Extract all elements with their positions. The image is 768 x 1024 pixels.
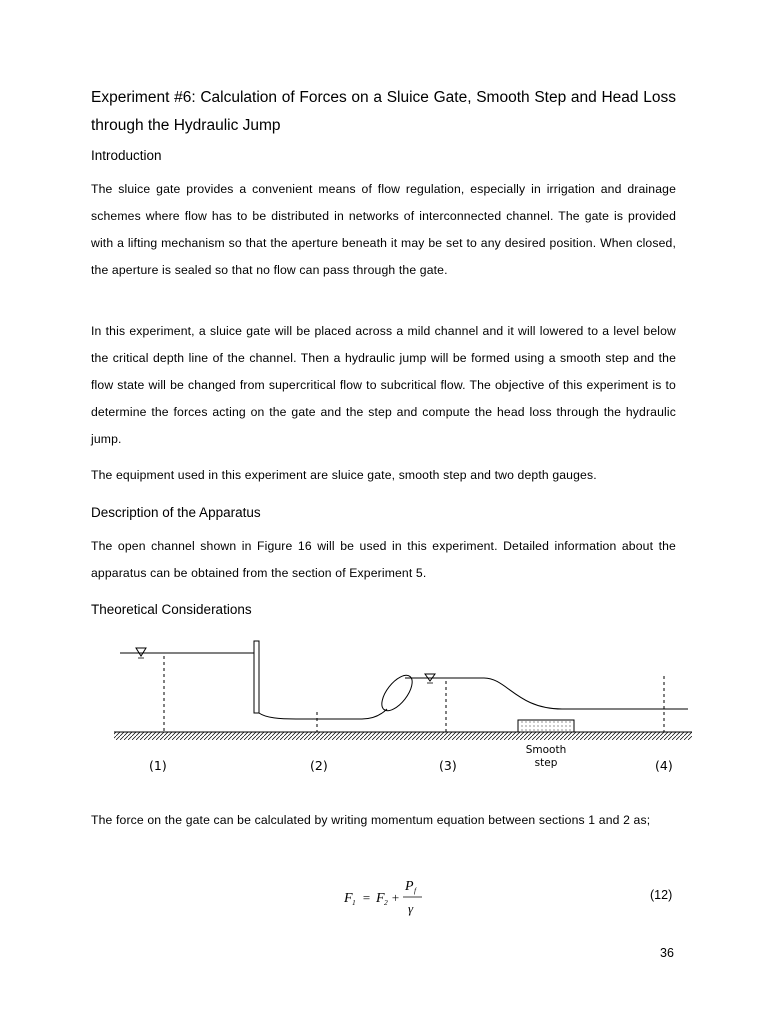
- smooth-step-label-line2: step: [534, 757, 558, 769]
- eq-denominator: γ: [408, 901, 414, 916]
- eq-numerator-subscript: f: [414, 886, 417, 895]
- intro-paragraph-2: In this experiment, a sluice gate will be placed across a mild channel and it will lowered to a level below the critical depth line of the channel. Then a hydraulic jump will be formed using a smooth step and the flow state will be changed from supercritical flow to subcritical flow. The objective of this experiment is to determine the forces acting on the gate and the step and compute the head loss through the hydraulic jump.: [91, 324, 676, 446]
- eq-term: F: [376, 891, 385, 906]
- sluice-gate: [254, 641, 259, 713]
- apparatus-paragraph: The open channel shown in Figure 16 will be used in this experiment. Detailed information about the apparatus can be obtained from the section of Experiment 5.: [91, 539, 676, 580]
- section-label-1: (1): [149, 758, 167, 773]
- heading-theory: Theoretical Considerations: [91, 602, 252, 617]
- eq-plus: +: [391, 890, 400, 905]
- eq-lhs: F: [344, 891, 353, 906]
- equation-12: [340, 876, 440, 922]
- document-title: Experiment #6: Calculation of Forces on a Sluice Gate, Smooth Step and Head Loss through the Hydraulic Jump: [91, 89, 676, 134]
- equation-number: (12): [650, 888, 673, 902]
- supercritical-flow-surface: [259, 709, 387, 719]
- section-label-3: (3): [439, 758, 457, 773]
- section-label-4: (4): [655, 758, 673, 773]
- eq-lhs-subscript: 1: [352, 898, 356, 907]
- eq-numerator: P: [405, 879, 414, 894]
- heading-apparatus: Description of the Apparatus: [91, 505, 261, 520]
- theory-paragraph: The force on the gate can be calculated by writing momentum equation between sections 1 and 2 as;: [91, 813, 651, 827]
- eq-equals: =: [362, 890, 371, 905]
- hydraulic-jump-roller: [376, 670, 418, 715]
- smooth-step-label-line1: Smooth: [525, 744, 567, 756]
- intro-paragraph-3: The equipment used in this experiment are sluice gate, smooth step and two depth gauges.: [91, 468, 597, 482]
- heading-introduction: Introduction: [91, 148, 162, 163]
- channel-bed: [114, 732, 692, 740]
- intro-paragraph-1: The sluice gate provides a convenient means of flow regulation, especially in irrigation and drainage schemes where flow has to be distributed in networks of interconnected channel. The gate is provided with a lifting mechanism so that the aperture beneath it may be set to any desired position. When closed, the aperture is sealed so that no flow can pass through the gate.: [91, 182, 676, 277]
- section-label-2: (2): [310, 758, 328, 773]
- eq-term-subscript: 2: [384, 898, 388, 907]
- subcritical-flow-surface: [405, 678, 688, 709]
- page-number: 36: [660, 946, 674, 960]
- sluice-gate-diagram: [112, 636, 692, 776]
- smooth-step: [518, 720, 574, 732]
